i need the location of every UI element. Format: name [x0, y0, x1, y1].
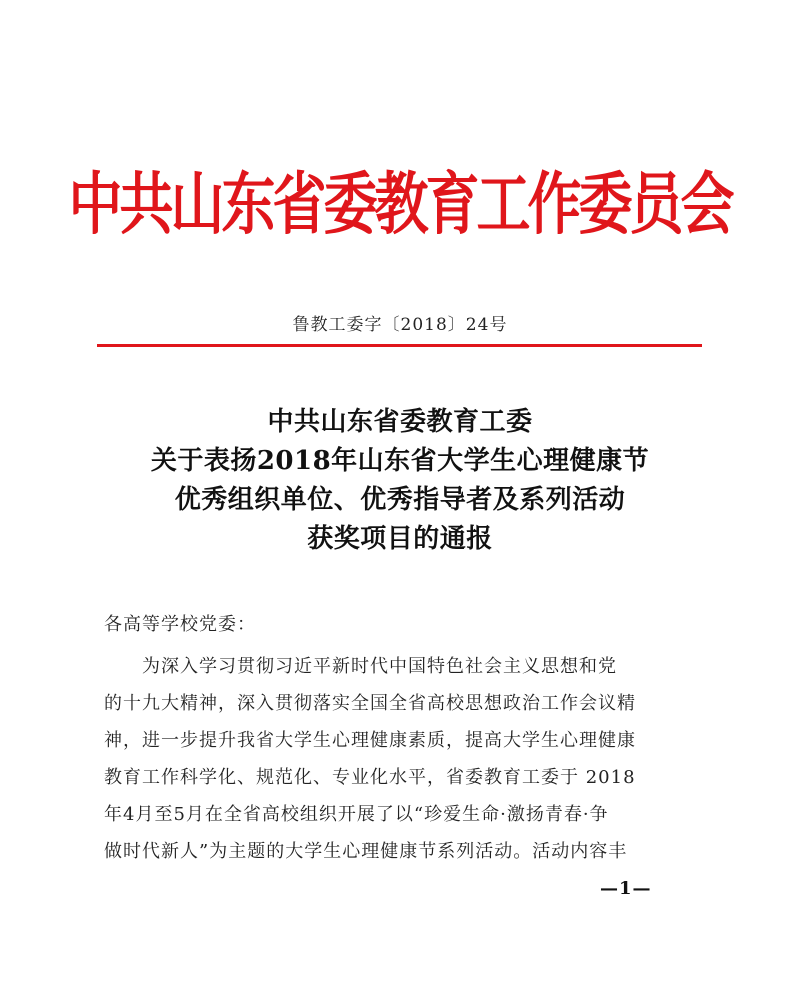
issuing-organization-header: 中共山东省委教育工作委员会 [68, 163, 732, 244]
body-paragraph-line: 的十九大精神，深入贯彻落实全国全省高校思想政治工作会议精 [104, 693, 636, 714]
body-paragraph-line: 神，进一步提升我省大学生心理健康素质，提高大学生心理健康 [104, 730, 636, 751]
salutation: 各高等学校党委： [104, 614, 256, 635]
body-paragraph-line: 年4月至5月在全省高校组织开展了以“珍爱生命·激扬青春·争 [104, 804, 609, 825]
body-paragraph-line: 为深入学习贯彻习近平新时代中国特色社会主义思想和党 [142, 656, 617, 677]
title-line: 关于表扬2018年山东省大学生心理健康节 [150, 446, 650, 476]
body-paragraph-line: 教育工作科学化、规范化、专业化水平，省委教育工委于 2018 [104, 767, 636, 788]
title-line: 优秀组织单位、优秀指导者及系列活动 [174, 485, 626, 515]
title-line: 中共山东省委教育工委 [267, 407, 533, 437]
document-number: 鲁教工委字〔2018〕24号 [292, 315, 508, 335]
red-divider-line [97, 344, 702, 347]
title-line: 获奖项目的通报 [307, 524, 493, 554]
document-title [0, 403, 800, 559]
page-number: —1— [600, 878, 652, 899]
body-paragraph-line: 做时代新人”为主题的大学生心理健康节系列活动。活动内容丰 [104, 841, 628, 862]
